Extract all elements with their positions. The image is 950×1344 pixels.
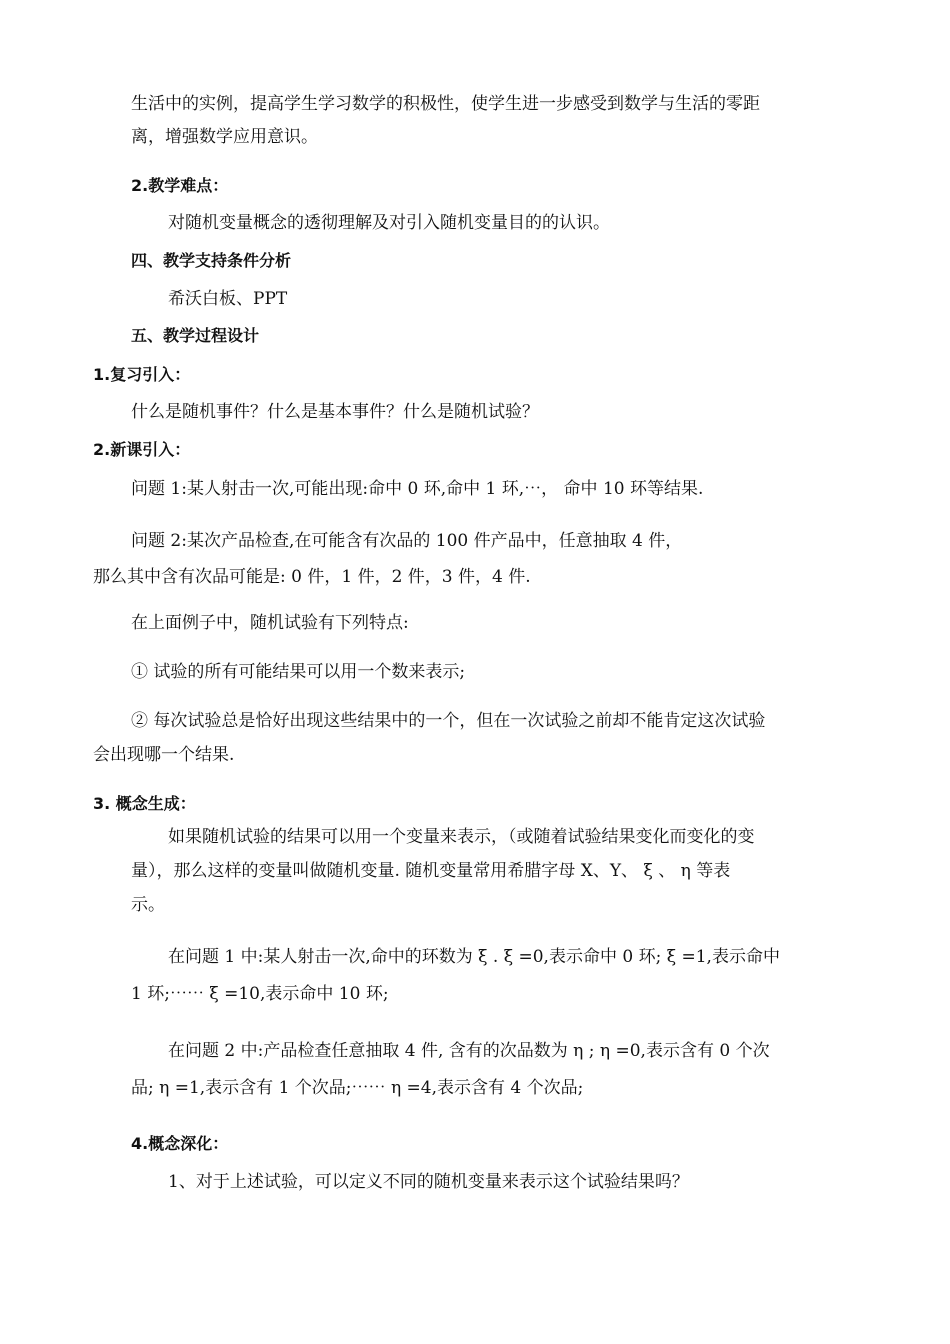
- paragraph-line: 会出现哪一个结果.: [93, 745, 235, 765]
- heading-review: 1.复习引入：: [93, 365, 191, 384]
- heading-new-lesson: 2.新课引入：: [93, 440, 191, 459]
- paragraph-line: 问题 2:某次产品检查,在可能含有次品的 100 件产品中，任意抽取 4 件，: [131, 531, 683, 551]
- paragraph-line: 那么其中含有次品可能是: 0 件，1 件，2 件，3 件，4 件.: [93, 567, 531, 587]
- heading-teaching-difficulty: 2.教学难点：: [131, 176, 229, 195]
- paragraph-line: ① 试验的所有可能结果可以用一个数来表示;: [131, 662, 466, 682]
- paragraph-line: 什么是随机事件？什么是基本事件？什么是随机试验？: [131, 402, 539, 422]
- heading-deepen: 4.概念深化：: [131, 1134, 229, 1153]
- paragraph-line: 对随机变量概念的透彻理解及对引入随机变量目的的认识。: [168, 213, 610, 233]
- paragraph-line: 希沃白板、PPT: [168, 289, 288, 309]
- paragraph-line: ② 每次试验总是恰好出现这些结果中的一个，但在一次试验之前却不能肯定这次试验: [131, 711, 766, 731]
- paragraph-line: 离，增强数学应用意识。: [131, 127, 318, 147]
- paragraph-line: 生活中的实例，提高学生学习数学的积极性，使学生进一步感受到数学与生活的零距: [131, 94, 760, 114]
- paragraph-line: 1 环;⋯⋯ ξ =10,表示命中 10 环;: [131, 984, 389, 1004]
- paragraph-line: 示。: [131, 895, 165, 915]
- paragraph-line: 如果随机试验的结果可以用一个变量来表示，（或随着试验结果变化而变化的变: [168, 827, 755, 847]
- paragraph-line: 量），那么这样的变量叫做随机变量. 随机变量常用希腊字母 X、Y、 ξ 、 η 等表: [131, 861, 731, 881]
- paragraph-line: 在上面例子中，随机试验有下列特点:: [131, 613, 409, 633]
- heading-section-5: 五、教学过程设计: [131, 326, 260, 345]
- paragraph-line: 1、对于上述试验，可以定义不同的随机变量来表示这个试验结果吗？: [168, 1172, 689, 1192]
- heading-section-4: 四、教学支持条件分析: [131, 251, 292, 270]
- heading-concept: 3. 概念生成：: [93, 794, 196, 813]
- paragraph-line: 在问题 1 中:某人射击一次,命中的环数为 ξ . ξ =0,表示命中 0 环; ξ =1,表示命中: [168, 947, 780, 967]
- paragraph-line: 问题 1:某人射击一次,可能出现:命中 0 环,命中 1 环,⋯， 命中 10 环等结果.: [131, 479, 704, 499]
- paragraph-line: 在问题 2 中:产品检查任意抽取 4 件, 含有的次品数为 η ; η =0,表示含有 0 个次: [168, 1041, 770, 1061]
- paragraph-line: 品; η =1,表示含有 1 个次品;⋯⋯ η =4,表示含有 4 个次品;: [131, 1078, 584, 1098]
